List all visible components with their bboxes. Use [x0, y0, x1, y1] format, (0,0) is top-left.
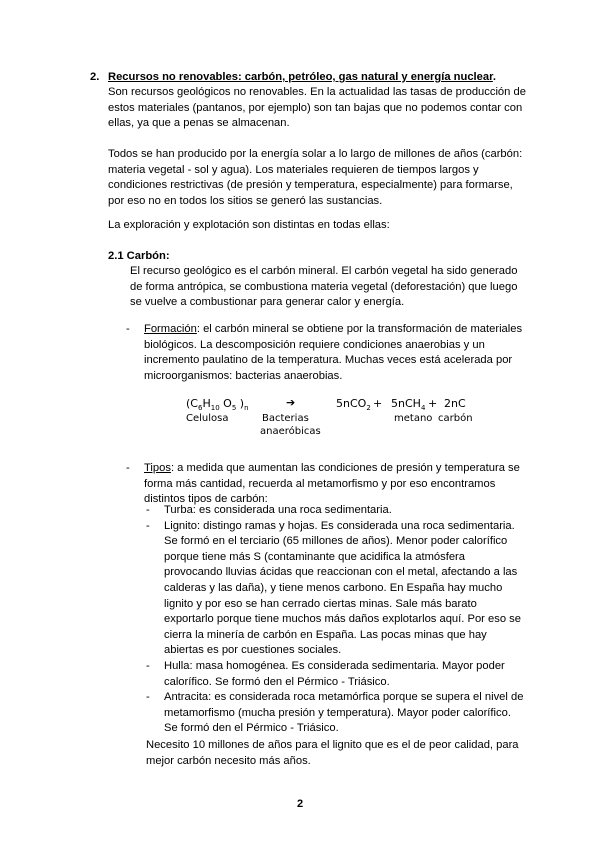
subsection-intro: El recurso geológico es el carbón mineral. El carbón vegetal ha sido generado de forma antrópica, se combustiona materia vegetal (deforestación) que luego se vuelve a combustionar para generar calor y energía. — [130, 265, 518, 309]
subsection-heading: 2.1 Carbón: — [108, 250, 170, 262]
section-heading — [90, 70, 520, 86]
list-item-text: Lignito: distingo ramas y hojas. Es considerada una roca sedimentaria. Se formó en el terciario (65 millones de años). Menor poder calorífico porque tiene más S (contaminante que acidifica la atmósfera provocando lluvias ácidas que reaccionan con el metal, afectando a las calderas y las daña), y tiene menos carbono. En España hay mucho lignito y por eso se han cerrado ciertas minas. Sale más barato exportarlo porque tiene muchos más daños explotarlos aquí. Por eso se cierra la minería de carbón en España. Las pocas minas que hay abiertas es por cuestiones sociales. — [164, 519, 521, 657]
list-item-text: Antracita: es considerada roca metamórfica porque se supera el nivel de metamorfismo (mucha presión y temperatura). Mayor poder calorífico. Se formó den el Pérmico - Triásico. — [164, 691, 524, 735]
section-title: Recursos no renovables: carbón, petróleo, gas natural y energía nuclear — [108, 71, 493, 83]
bullet-dash: - — [126, 323, 130, 335]
bullet-text — [144, 322, 524, 384]
list-item: - Turba: es considerada una roca sedimentaria. — [146, 504, 392, 516]
section-number: 2. — [90, 71, 100, 83]
formula-catalyst-line2: anaeróbicas — [260, 426, 321, 437]
section-paragraph: Son recursos geológicos no renovables. En la actualidad las tasas de producción de estos materiales (pantanos, por ejemplo) son tan bajas que no podemos contar con ellas, ya que a penas se almacenan. — [108, 86, 526, 130]
list-item-text: Hulla: masa homogénea. Es considerada sedimentaria. Mayor poder calorífico. Se formó den el Pérmico - Triásico. — [164, 659, 505, 688]
formula-product-c: 2nC — [444, 397, 466, 410]
list-item-text: Turba: es considerada una roca sedimentaria. — [164, 504, 392, 516]
bullet-term: Tipos — [144, 462, 171, 474]
bullet-text — [144, 461, 524, 508]
formula-reactant-label: Celulosa — [186, 413, 229, 424]
arrow-icon: ➔ — [286, 396, 296, 409]
bullet-body: : el carbón mineral se obtiene por la transformación de materiales biológicos. La descomposición requiere condiciones anaerobias y un incremento paulatino de la temperatura. Muchas veces está acelerada por microorganismos: bacterias anaerobias. — [144, 323, 523, 382]
formula-plus: + — [428, 397, 438, 410]
formula-carbon-label: carbón — [438, 413, 473, 424]
list-item: - Antracita: es considerada roca metamórfica porque se supera el nivel de metamorfismo (mucha presión y temperatura). Mayor poder calorífico. Se formó den el Pérmico - Triásico. — [146, 691, 524, 735]
formula-product-co2: 5nCO$_2$ — [336, 397, 371, 413]
list-item: - Lignito: distingo ramas y hojas. Es considerada una roca sedimentaria. Se formó en el terciario (65 millones de años). Menor poder calorífico porque tiene más S (contaminante que acidifica la atmósfera provocando lluvias ácidas que reaccionan con el metal, afectando a las calderas y las daña), y tiene menos carbono. En España hay mucho lignito y por eso se han cerrado ciertas minas. Sale más barato exportarlo porque tiene muchos más daños explotarlos aquí. Por eso se cierra la minería de carbón en España. Las pocas minas que hay abiertas es por cuestiones sociales. — [146, 519, 521, 657]
page-number: 2 — [296, 798, 304, 810]
chemical-formula — [186, 396, 486, 442]
list-item: - Hulla: masa homogénea. Es considerada sedimentaria. Mayor poder calorífico. Se formó den el Pérmico - Triásico. — [146, 659, 505, 688]
section-title-period: . — [492, 71, 496, 83]
bullet-dash: - — [126, 462, 130, 474]
formula-plus: + — [373, 397, 383, 410]
closing-paragraph: Necesito 10 millones de años para el lignito que es el de peor calidad, para mejor carbón necesito más años. — [146, 739, 519, 767]
bullet-term: Formación — [144, 323, 197, 335]
formula-catalyst-line1: Bacterias — [262, 413, 309, 424]
formula-reactant: ($C_6H_{10}$ $O_5$ )$_n$ — [186, 397, 249, 413]
formula-product-ch4: 5nCH$_4$ — [391, 397, 426, 413]
bullet-body: : a medida que aumentan las condiciones de presión y temperatura se forma más cantidad, recuerda al metamorfismo y por eso encontramos distintos tipos de carbón: — [144, 462, 520, 506]
section-paragraph: La exploración y explotación son distintas en todas ellas: — [108, 219, 390, 231]
section-paragraph: Todos se han producido por la energía solar a lo largo de millones de años (carbón: materia vegetal - sol y agua). Los materiales requieren de tiempos largos y condiciones restrictivas (de presión y temperatura, especialmente) para formarse, por eso no en todos los sitios se generó las sustancias. — [108, 148, 523, 207]
formula-metano-label: metano — [394, 413, 433, 424]
carbon-types-list — [146, 503, 526, 737]
